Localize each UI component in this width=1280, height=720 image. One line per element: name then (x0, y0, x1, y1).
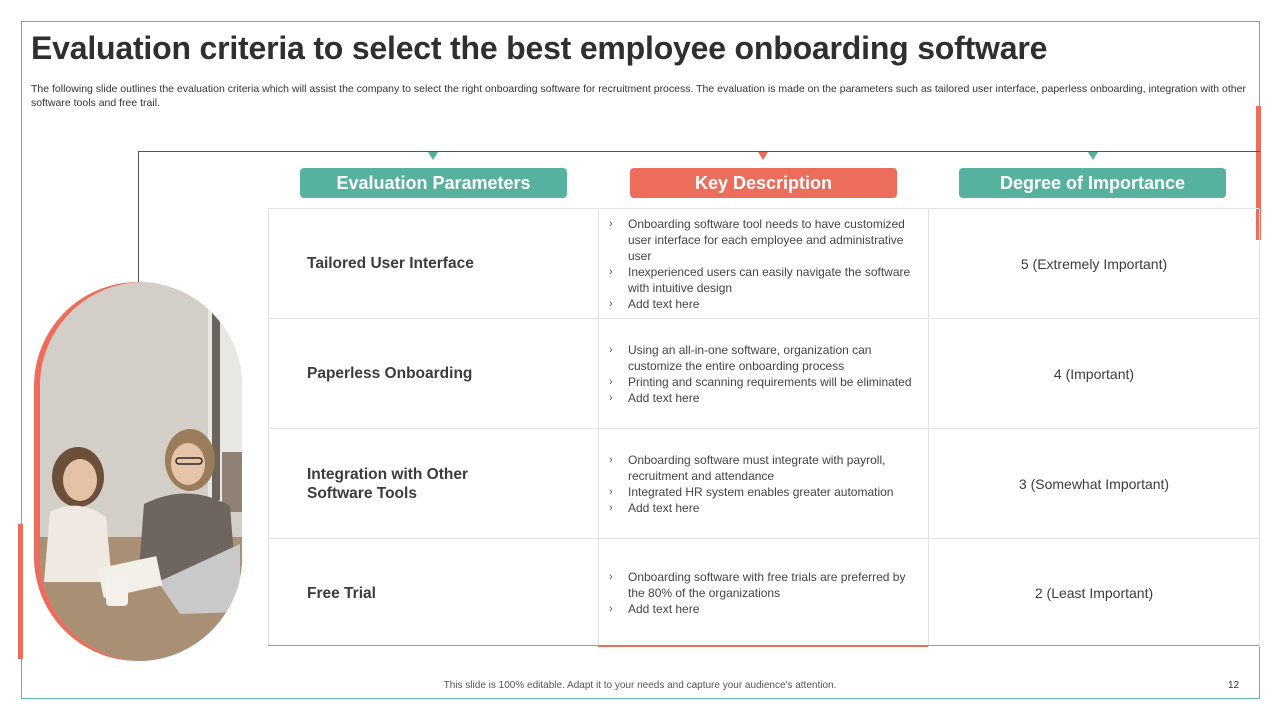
bullet-text: Add text here (628, 602, 700, 616)
bullet-text: Onboarding software tool needs to have customized user interface for each employee and administrative user (628, 216, 905, 263)
chevron-right-icon: › (609, 265, 613, 278)
triangle-marker-icon (758, 152, 768, 160)
list-item (609, 452, 916, 484)
bullet-text: Using an all-in-one software, organization can customize the entire onboarding process (628, 342, 872, 373)
bullet-text: Add text here (628, 296, 700, 311)
bullet-text: Add text here (628, 500, 700, 515)
chevron-right-icon: › (609, 391, 613, 404)
chevron-right-icon: › (609, 217, 613, 230)
chevron-right-icon: › (609, 603, 613, 615)
parameter-cell: Tailored User Interface (269, 209, 599, 318)
connector-line-vertical (138, 151, 139, 283)
table-row (269, 319, 1260, 429)
chevron-right-icon: › (609, 453, 613, 466)
description-column-underline (598, 645, 928, 647)
bullet-text: Onboarding software must integrate with payroll, recruitment and attendance (628, 452, 886, 483)
accent-bar-left (18, 524, 23, 659)
description-cell (599, 429, 929, 538)
chevron-right-icon: › (609, 485, 613, 498)
list-item (609, 484, 916, 500)
slide-subtitle: The following slide outlines the evaluation criteria which will assist the company to select the right onboarding software for recruitment process. The evaluation is made on the parameters such as tailored user interface, paperless onboarding, integration with other software tools and free trail. (31, 83, 1246, 109)
table-row (269, 539, 1260, 647)
importance-cell: 4 (Important) (929, 319, 1260, 428)
table-row (269, 209, 1260, 319)
list-item (609, 601, 916, 617)
description-list (609, 452, 916, 516)
header-key-description: Key Description (630, 168, 897, 198)
parameter-cell: Integration with Other Software Tools (269, 429, 599, 538)
list-item (609, 264, 916, 296)
bullet-text: Inexperienced users can easily navigate the software with intuitive design (628, 264, 911, 295)
bullet-text: Onboarding software with free trials are preferred by the 80% of the organizations (628, 570, 906, 600)
chevron-right-icon: › (609, 501, 613, 514)
table-row (269, 429, 1260, 539)
description-list (609, 216, 916, 312)
list-item (609, 569, 916, 601)
importance-cell: 2 (Least Important) (929, 539, 1260, 647)
footer-note: This slide is 100% editable. Adapt it to your needs and capture your audience's attention. (443, 680, 837, 691)
description-cell (599, 319, 929, 428)
bullet-text: Printing and scanning requirements will be eliminated (628, 374, 912, 389)
slide-title: Evaluation criteria to select the best employee onboarding software (31, 30, 1048, 66)
list-item (609, 390, 916, 406)
parameter-cell: Paperless Onboarding (269, 319, 599, 428)
parameter-cell: Free Trial (269, 539, 599, 647)
list-item (609, 216, 916, 264)
description-list (609, 569, 916, 617)
photo-frame (34, 282, 242, 661)
page-number: 12 (1228, 680, 1240, 691)
chevron-right-icon: › (609, 343, 613, 356)
chevron-right-icon: › (609, 571, 613, 583)
description-list (609, 342, 916, 406)
bullet-text: Integrated HR system enables greater automation (628, 484, 894, 499)
people-at-desk-illustration (40, 282, 242, 661)
importance-cell: 5 (Extremely Important) (929, 209, 1260, 318)
list-item (609, 374, 916, 390)
list-item (609, 296, 916, 312)
header-evaluation-parameters: Evaluation Parameters (300, 168, 567, 198)
importance-cell: 3 (Somewhat Important) (929, 429, 1260, 538)
triangle-marker-icon (428, 152, 438, 160)
criteria-table (268, 208, 1259, 646)
list-item (609, 500, 916, 516)
description-cell (599, 209, 929, 318)
chevron-right-icon: › (609, 297, 613, 310)
office-photo (40, 282, 242, 661)
bullet-text: Add text here (628, 390, 700, 405)
triangle-marker-icon (1088, 152, 1098, 160)
header-degree-of-importance: Degree of Importance (959, 168, 1226, 198)
chevron-right-icon: › (609, 375, 613, 388)
description-cell (599, 539, 929, 647)
list-item (609, 342, 916, 374)
